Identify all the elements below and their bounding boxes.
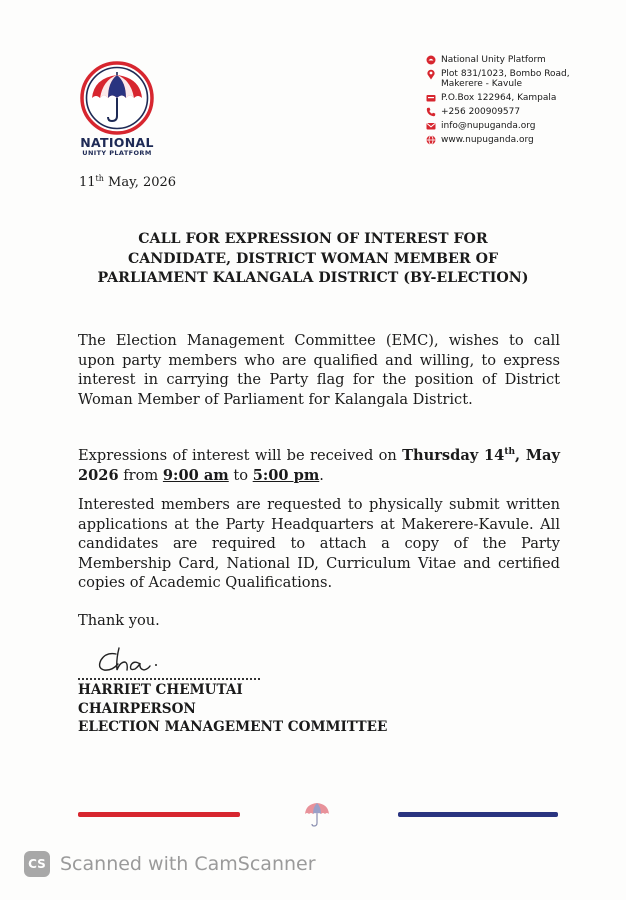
phone-icon bbox=[426, 107, 436, 117]
footer-blue-bar bbox=[398, 812, 558, 817]
closing-text: Thank you. bbox=[78, 612, 160, 629]
title-line3: PARLIAMENT KALANGALA DISTRICT (BY-ELECTION) bbox=[97, 270, 529, 286]
logo-line1: NATIONAL bbox=[80, 135, 154, 150]
camscanner-logo-icon: CS bbox=[24, 851, 50, 877]
location-pin-icon bbox=[426, 69, 436, 80]
phone-text: +256 200909577 bbox=[441, 107, 521, 117]
website-text: www.nupuganda.org bbox=[441, 135, 534, 145]
globe-icon bbox=[426, 135, 436, 145]
contact-address bbox=[426, 69, 616, 89]
footer-umbrella-icon bbox=[302, 800, 332, 830]
contact-website bbox=[426, 135, 616, 145]
footer-red-bar bbox=[78, 812, 240, 817]
logo-wordmark bbox=[70, 136, 164, 157]
letter-date: 11th May, 2026 bbox=[79, 174, 177, 190]
signatory-name: HARRIET CHEMUTAI bbox=[78, 682, 243, 698]
title-line1: CALL FOR EXPRESSION OF INTEREST FOR bbox=[138, 231, 488, 247]
contact-pobox bbox=[426, 93, 616, 103]
contact-block bbox=[426, 55, 616, 149]
contact-phone bbox=[426, 107, 616, 117]
paragraph-schedule: Expressions of interest will be received on Thursday 14th, May 2026 from 9:00 am to 5:00 pm. bbox=[78, 447, 560, 484]
handwritten-signature bbox=[92, 644, 172, 680]
title-line2: CANDIDATE, DISTRICT WOMAN MEMBER OF bbox=[127, 250, 499, 267]
signatory-title: CHAIRPERSON bbox=[78, 700, 196, 717]
signatory-committee: ELECTION MANAGEMENT COMMITTEE bbox=[78, 719, 388, 735]
paragraph-requirements: Interested members are requested to physically submit written applications at the Party Headquarters at Makerere-Kavule. All candidates are required to attach a copy of the Party Membership Card, National ID, Curriculum Vitae and certified copies of Academic Qualifications. bbox=[78, 496, 560, 592]
org-name: National Unity Platform bbox=[441, 55, 546, 65]
camscanner-text: Scanned with CamScanner bbox=[60, 853, 316, 875]
signatory-block bbox=[78, 681, 478, 737]
pobox-text: P.O.Box 122964, Kampala bbox=[441, 93, 557, 103]
letter-title bbox=[60, 230, 566, 289]
email-text: info@nupuganda.org bbox=[441, 121, 536, 131]
camscanner-watermark bbox=[24, 851, 316, 877]
email-icon bbox=[426, 121, 436, 131]
address-line2: Makerere - Kavule bbox=[441, 79, 523, 89]
nup-badge-icon bbox=[426, 55, 436, 65]
mailbox-icon bbox=[426, 93, 436, 103]
contact-org bbox=[426, 55, 616, 65]
paragraph-intro: The Election Management Committee (EMC), wishes to call upon party members who are qualified and willing, to express interest in carrying the Party flag for the position of District Woman Member of Parliament for Kalangala District. bbox=[78, 332, 560, 408]
signature-line bbox=[78, 678, 260, 680]
logo-line2: UNITY PLATFORM bbox=[82, 149, 152, 157]
address-line1: Plot 831/1023, Bombo Road, bbox=[441, 69, 570, 79]
contact-email bbox=[426, 121, 616, 131]
